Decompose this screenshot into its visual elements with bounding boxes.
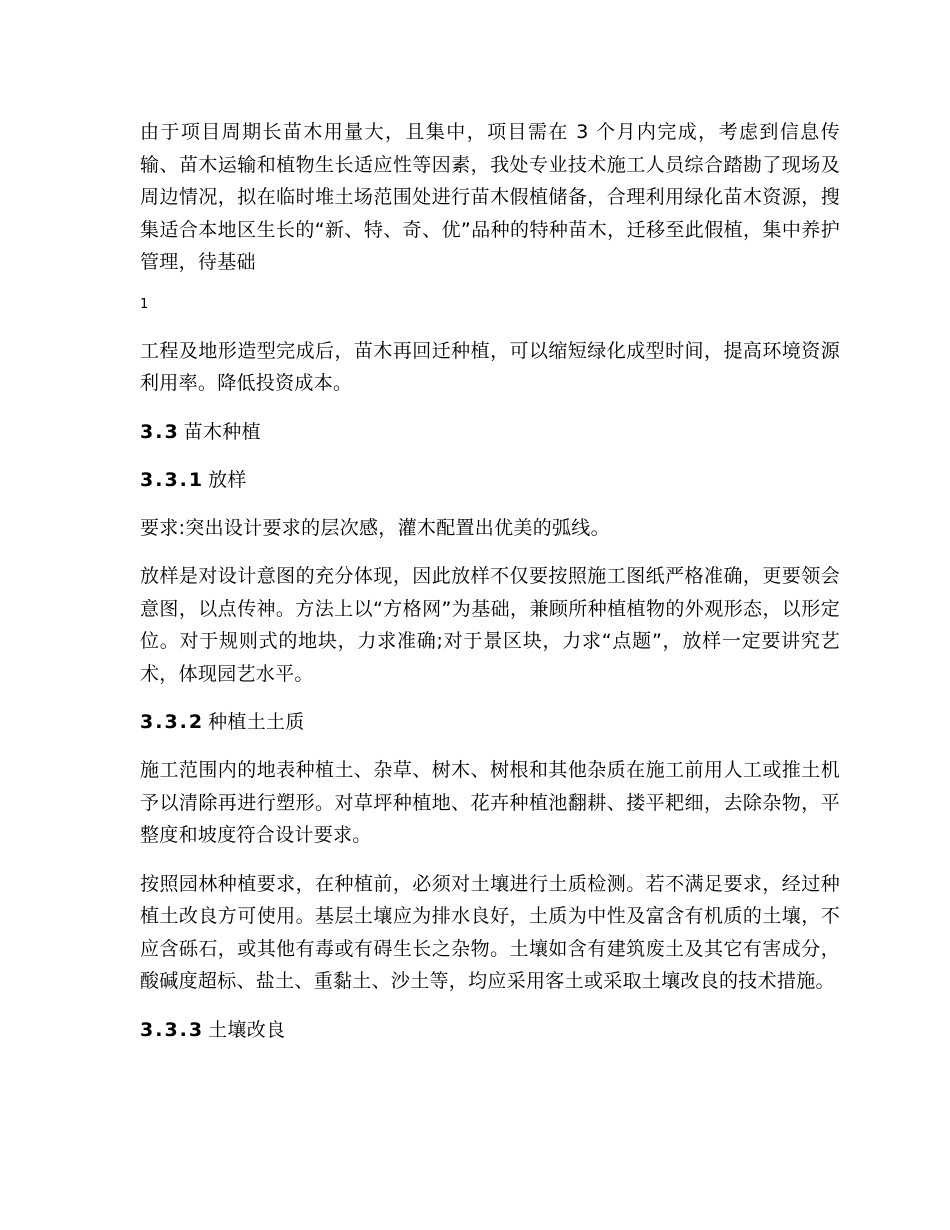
- heading-3-3-2-title: 种植土土质: [208, 711, 305, 733]
- heading-3-3-3: [140, 1014, 840, 1046]
- paragraph-layout-method: 放样是对设计意图的充分体现，因此放样不仅要按照施工图纸严格准确，更要领会意图，以点传神。方法上以“方格网”为基础，兼顾所种植植物的外观形态，以形定位。对于规则式的地块，力求准确;对于景区块，力求“点题”，放样一定要讲究艺术，体现园艺水平。: [140, 565, 840, 685]
- paragraph-soil-testing: 按照园林种植要求，在种植前，必须对土壤进行土质检测。若不满足要求，经过种植土改良方可使用。基层土壤应为排水良好，土质为中性及富含有机质的土壤，不应含砾石，或其他有毒或有碍生长之杂物。土壤如含有建筑废土及其它有害成分，酸碱度超标、盐土、重黏土、沙土等，均应采用客土或采取土壤改良的技术措施。: [140, 872, 840, 992]
- heading-3-3-3-number: 3.3.3: [140, 1018, 205, 1041]
- heading-3-3-2: [140, 706, 840, 738]
- heading-3-3-1: [140, 464, 840, 496]
- paragraph-requirement: 要求:突出设计要求的层次感，灌木配置出优美的弧线。: [140, 516, 610, 539]
- document-page: [140, 116, 840, 1062]
- heading-3-3-2-number: 3.3.2: [140, 711, 205, 733]
- heading-3-3: [140, 416, 840, 448]
- heading-3-3-title: 苗木种植: [183, 420, 261, 443]
- paragraph-site-clearing: 施工范围内的地表种植土、杂草、树木、树根和其他杂质在施工前用人工或推土机予以清除再进行塑形。对草坪种植地、花卉种植池翻耕、搂平耙细，去除杂物，平整度和坡度符合设计要求。: [140, 759, 840, 846]
- heading-3-3-1-number: 3.3.1: [140, 468, 205, 491]
- heading-3-3-1-title: 放样: [208, 468, 247, 491]
- paragraph-replanting: 工程及地形造型完成后，苗木再回迁种植，可以缩短绿化成型时间，提高环境资源利用率。降低投资成本。: [140, 339, 840, 394]
- heading-3-3-number: 3.3: [140, 420, 180, 443]
- paragraph-seedling-storage: 由于项目周期长苗木用量大，且集中，项目需在 3 个月内完成，考虑到信息传输、苗木运输和植物生长适应性等因素，我处专业技术施工人员综合踏勘了现场及周边情况，拟在临时堆土场范围处进行苗木假植储备，合理利用绿化苗木资源，搜集适合本地区生长的“新、特、奇、优”品种的特种苗木，迁移至此假植，集中养护管理，待基础: [140, 121, 840, 273]
- page-number: 1: [140, 296, 149, 312]
- heading-3-3-3-title: 土壤改良: [208, 1018, 286, 1041]
